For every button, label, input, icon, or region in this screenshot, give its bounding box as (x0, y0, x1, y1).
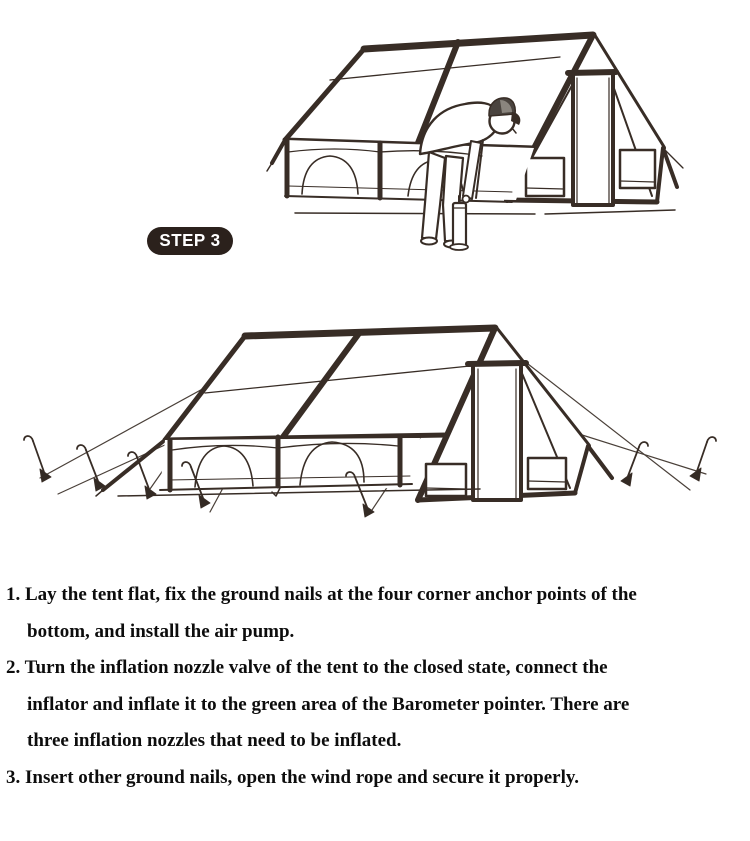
tent-staked-illustration (0, 288, 750, 538)
ground-stake (690, 437, 716, 481)
instruction-line: 2. Turn the inflation nozzle valve of the tent to the closed state, connect the (6, 657, 608, 678)
instruction-step-3 (0, 760, 750, 797)
instruction-line: inflator and inflate it to the green area of the Barometer pointer. There are (27, 693, 630, 715)
tent-door (468, 363, 526, 500)
instruction-line: three inflation nozzles that need to be inflated. (27, 730, 402, 751)
instruction-line: 1. Lay the tent flat, fix the ground nails at the four corner anchor points of the (6, 584, 637, 605)
instruction-line: bottom, and install the air pump. (27, 620, 295, 642)
air-pump (450, 196, 468, 250)
step-badge-label: STEP 3 (159, 230, 221, 251)
ground-stake (77, 445, 105, 491)
step-badge (147, 227, 233, 255)
instruction-line: 3. Insert other ground nails, open the wind rope and secure it properly. (6, 766, 580, 788)
instruction-step-1 (0, 577, 750, 650)
ground-stake (24, 436, 51, 482)
instruction-step-2 (0, 650, 750, 760)
hand (463, 196, 470, 203)
tent-inflation-illustration (250, 0, 710, 285)
instructions-text (0, 577, 750, 796)
tent-door (568, 72, 616, 205)
